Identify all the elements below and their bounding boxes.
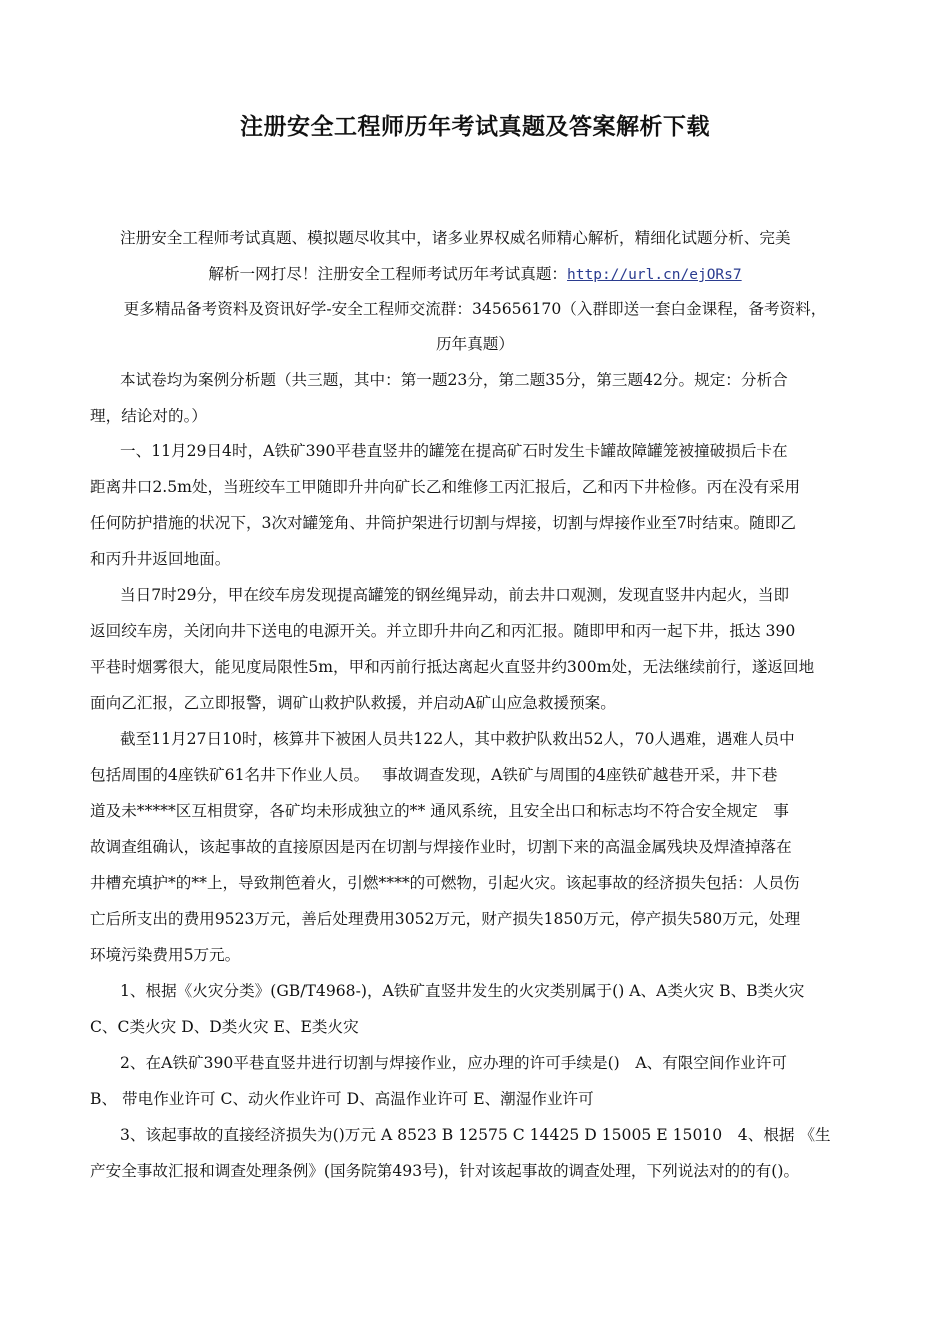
- body-line: 包括周围的4座铁矿61名井下作业人员。 事故调查发现，A铁矿与周围的4座铁矿越巷开采，井下巷: [90, 766, 778, 784]
- question-line: C、C类火灾 D、D类火灾 E、E类火灾: [90, 1018, 359, 1036]
- question-line: 2、在A铁矿390平巷直竖井进行切割与焊接作业，应办理的许可手续是() A、有限空间作业许可: [120, 1054, 787, 1072]
- intro-line-2: [90, 264, 860, 285]
- question-line: 产安全事故汇报和调查处理条例》(国务院第493号)，针对该起事故的调查处理，下列说法对的的有()。: [90, 1162, 800, 1180]
- body-line: 本试卷均为案例分析题（共三题，其中：第一题23分，第二题35分，第三题42分。规定：分析合: [120, 371, 788, 389]
- body-line: 道及未*****区互相贯穿，各矿均未形成独立的** 通风系统，且安全出口和标志均不符合安全规定 事: [90, 802, 789, 820]
- body-line: 平巷时烟雾很大，能见度局限性5m，甲和丙前行抵达离起火直竖井约300m处，无法继续前行，遂返回地: [90, 658, 815, 676]
- body-line: 当日7时29分，甲在绞车房发现提高罐笼的钢丝绳异动，前去井口观测，发现直竖井内起火，当即: [120, 586, 790, 604]
- question-line: 3、该起事故的直接经济损失为()万元 A 8523 B 12575 C 14425 D 15005 E 15010 4、根据 《生: [120, 1126, 831, 1144]
- intro-line-4: 历年真题）: [436, 335, 514, 353]
- document-title: 注册安全工程师历年考试真题及答案解析下载: [240, 114, 710, 140]
- body-line: 一、11月29日4时，A铁矿390平巷直竖井的罐笼在提高矿石时发生卡罐故障罐笼被撞破损后卡在: [120, 442, 788, 460]
- body-line: 截至11月27日10时，核算井下被困人员共122人，其中救护队救出52人，70人遇难，遇难人员中: [120, 730, 795, 748]
- body-line: 环境污染费用5万元。: [90, 946, 241, 964]
- body-line: 距离井口2.5m处，当班绞车工甲随即升井向矿长乙和维修工丙汇报后，乙和丙下井检修。丙在没有采用: [90, 478, 801, 496]
- intro-line-1: 注册安全工程师考试真题、模拟题尽收其中，诸多业界权威名师精心解析，精细化试题分析、完美: [120, 229, 791, 247]
- body-line: 和丙升井返回地面。: [90, 550, 231, 568]
- body-line: 返回绞车房，关闭向井下送电的电源开关。并立即升井向乙和丙汇报。随即甲和丙一起下井，抵达 390: [90, 622, 796, 640]
- body-line: 故调查组确认，该起事故的直接原因是丙在切割与焊接作业时，切割下来的高温金属残块及焊渣掉落在: [90, 838, 792, 856]
- body-line: 井槽充填护*的**上，导致荆笆着火，引燃****的可燃物，引起火灾。该起事故的经济损失包括：人员伤: [90, 874, 800, 892]
- exam-link[interactable]: http://url.cn/ejORs7: [567, 267, 742, 283]
- question-line: 1、根据《火灾分类》(GB/T4968-)，A铁矿直竖井发生的火灾类别属于() A、A类火灾 B、B类火灾: [120, 982, 805, 1000]
- body-line: 面向乙汇报，乙立即报警，调矿山救护队救援，并启动A矿山应急救援预案。: [90, 694, 616, 712]
- intro-line-2-text: 解析一网打尽！注册安全工程师考试历年考试真题：: [208, 265, 568, 283]
- intro-line-3: 更多精品备考资料及资讯好学-安全工程师交流群：345656170（入群即送一套白金课程，备考资料，: [123, 300, 827, 318]
- body-line: 亡后所支出的费用9523万元，善后处理费用3052万元，财产损失1850万元，停产损失580万元，处理: [90, 910, 801, 928]
- question-line: B、 带电作业许可 C、动火作业许可 D、高温作业许可 E、潮湿作业许可: [90, 1090, 594, 1108]
- body-line: 任何防护措施的状况下，3次对罐笼角、井筒护架进行切割与焊接，切割与焊接作业至7时结束。随即乙: [90, 514, 796, 532]
- body-line: 理，结论对的。）: [90, 407, 207, 425]
